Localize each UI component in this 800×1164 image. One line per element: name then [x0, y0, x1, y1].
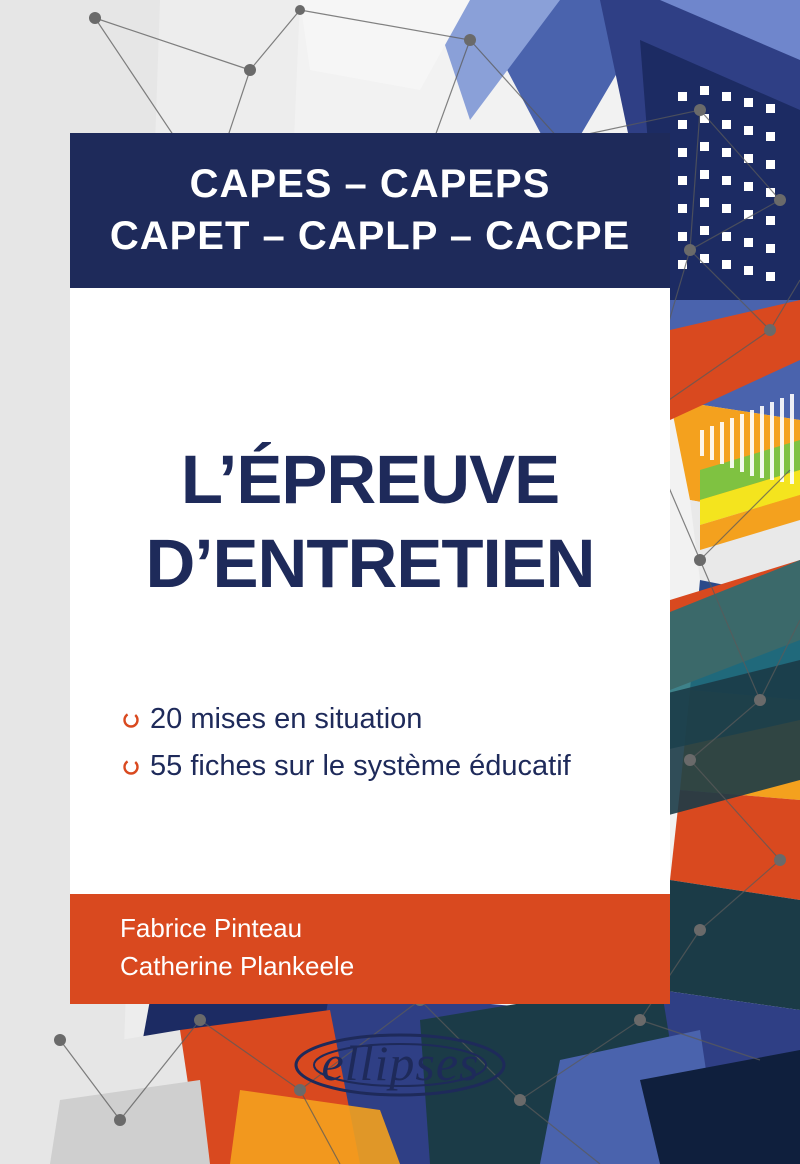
circle-bullet-icon	[122, 711, 140, 729]
author-name-1: Fabrice Pinteau	[120, 913, 303, 943]
publisher-logo	[288, 1020, 513, 1110]
title-line-2: D’ENTRETIEN	[145, 525, 595, 603]
page-title	[70, 438, 670, 606]
exam-banner-line-1: CAPES – CAPEPS	[189, 162, 551, 207]
feature-list	[70, 703, 670, 797]
circle-bullet-icon	[122, 758, 140, 776]
title-panel	[70, 288, 670, 894]
list-item	[122, 703, 670, 736]
feature-label: 55 fiches sur le système éducatif	[150, 750, 571, 782]
author-name-2: Catherine Plankeele	[120, 950, 355, 981]
authors-band	[70, 894, 670, 1004]
feature-label: 20 mises en situation	[150, 703, 423, 735]
list-item	[122, 750, 670, 783]
exam-banner-line-2: CAPET – CAPLP – CACPE	[109, 213, 631, 258]
title-line-1: L’ÉPREUVE	[180, 441, 560, 518]
publisher-name: ellipses	[321, 1035, 480, 1091]
exam-banner	[70, 133, 670, 288]
